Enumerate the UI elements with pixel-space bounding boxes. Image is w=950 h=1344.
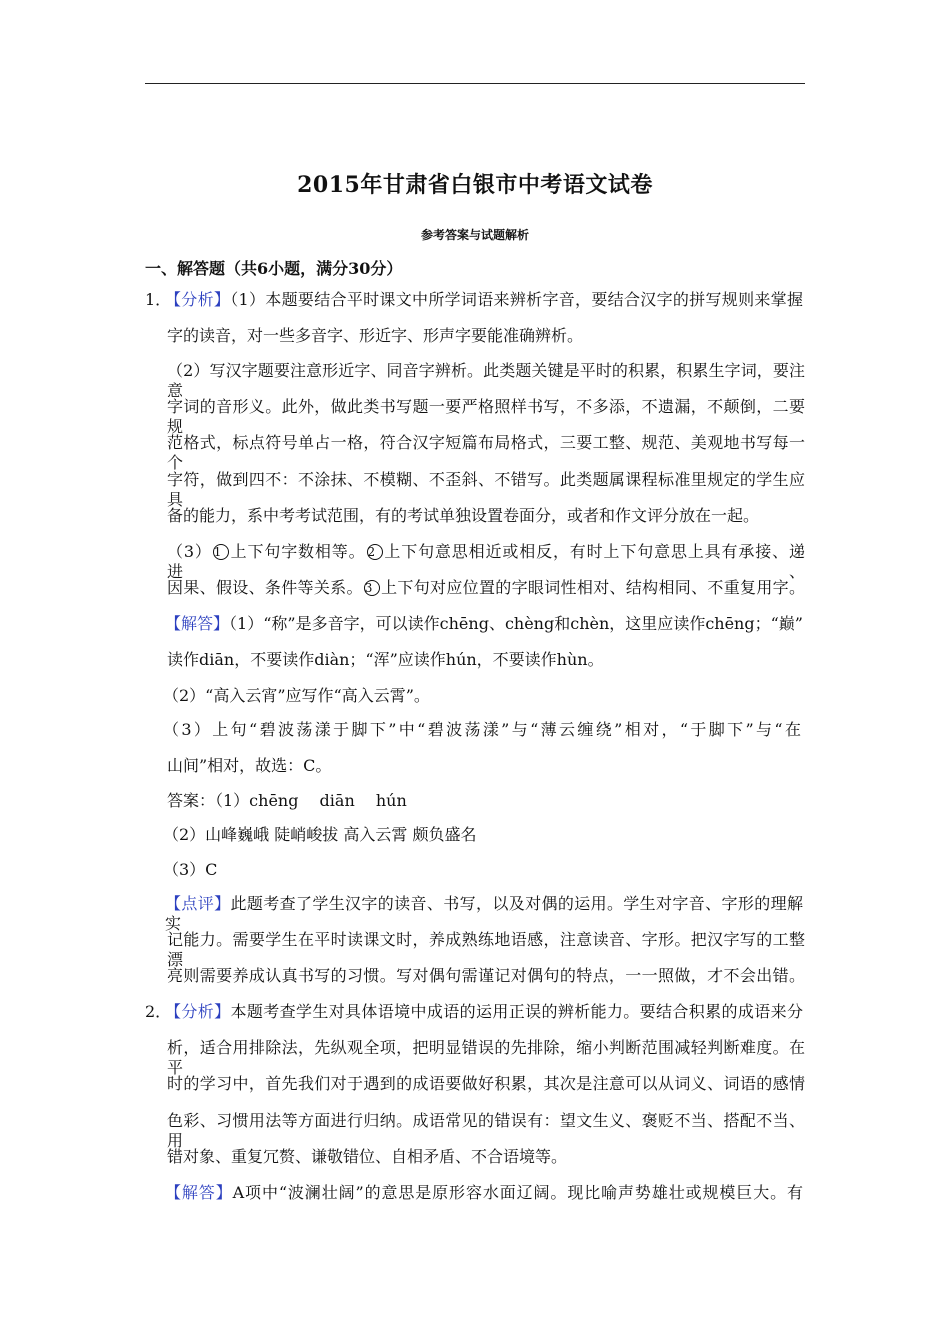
paragraph-line: 答案：（1）chēng diān hún [167, 791, 407, 810]
answer-tag: 【解答】 [165, 614, 230, 633]
analysis-tag: 【分析】 [165, 1002, 231, 1021]
paragraph-line [165, 1002, 803, 1022]
paragraph-line [165, 894, 803, 934]
paragraph-line: （3）上句“碧波荡漾于脚下”中“碧波荡漾”与“薄云缠绕”相对，“于脚下”与“在 [163, 720, 801, 739]
paragraph-line [167, 542, 805, 582]
text-run: A项中“波澜壮阔”的意思是原形容水面辽阔。现比喻声势雄壮或规模巨大。有 [232, 1183, 803, 1202]
paragraph-line: （2）写汉字题要注意形近字、同音字辨析。此类题关键是平时的积累，积累生字词，要注意 [167, 361, 805, 400]
page-title: 2015年甘肃省白银市中考语文试卷 [297, 172, 653, 198]
paragraph-line: （2）山峰巍峨 陡峭峻拔 高入云霄 颇负盛名 [163, 825, 477, 844]
text-run: 本题考查学生对具体语境中成语的运用正误的辨析能力。要结合积累的成语来分 [230, 1002, 803, 1021]
paragraph-line: 错对象、重复冗赘、谦敬错位、自相矛盾、不合语境等。 [167, 1147, 568, 1166]
paragraph-line: 山间”相对，故选：C。 [167, 756, 332, 775]
paragraph-line: 记能力。需要学生在平时读课文时，养成熟练地语感，注意读音、字形。把汉字写的工整漂 [167, 930, 805, 969]
paragraph-line: 字词的音形义。此外，做此类书写题一要严格照样书写，不多添，不遗漏，不颠倒，二要规 [167, 397, 805, 436]
question-number: 2． [145, 1002, 172, 1021]
paragraph-line: 亮则需要养成认真书写的习惯。写对偶句需谨记对偶句的特点，一一照做，才不会出错。 [167, 966, 805, 985]
paragraph-line: 读作diān，不要读作diàn；“浑”应读作hún，不要读作hùn。 [167, 650, 604, 669]
text-run: 上下句字数相等。 [229, 542, 366, 561]
paragraph-line: 字符，做到四不：不涂抹、不模糊、不歪斜、不错写。此类题属课程标准里规定的学生应具 [167, 470, 805, 509]
analysis-tag: 【分析】 [165, 290, 231, 309]
paragraph-line [165, 290, 803, 310]
paragraph-line: （3）C [163, 860, 218, 879]
text-run: （1）本题要结合平时课文中所学词语来辨析字音，要结合汉字的拼写规则来掌握 [230, 290, 803, 309]
text-run: 上下句意思相近或相反，有时上下句意思上具有承接、递进、 [167, 542, 805, 581]
paragraph-line [165, 614, 803, 634]
question-number: 1． [145, 290, 172, 309]
text-run: 上下句对应位置的字眼词性相对、结构相同、不重复用字。 [380, 578, 805, 597]
answer-tag: 【解答】 [165, 1183, 233, 1202]
comment-tag: 【点评】 [165, 894, 231, 913]
paragraph-line [165, 1183, 803, 1203]
paragraph-line: 色彩、习惯用法等方面进行归纳。成语常见的错误有：望文生义、褒贬不当、搭配不当、用 [167, 1111, 805, 1150]
circled-number: 1 [213, 544, 229, 560]
text-run: （3） [167, 542, 212, 561]
paragraph-line: 时的学习中，首先我们对于遇到的成语要做好积累，其次是注意可以从词义、词语的感情 [167, 1074, 805, 1093]
circled-number: 2 [367, 544, 383, 560]
section-heading: 一、解答题（共6小题，满分30分） [145, 259, 403, 278]
paragraph-line: （2）“高入云宵”应写作“高入云霄”。 [163, 686, 430, 705]
paragraph-line [167, 578, 805, 598]
paragraph-line: 字的读音，对一些多音字、形近字、形声字要能准确辨析。 [167, 326, 584, 345]
paragraph-line: 析，适合用排除法，先纵观全项，把明显错误的先排除，缩小判断范围减轻判断难度。在平 [167, 1038, 805, 1077]
circled-number: 3 [364, 580, 380, 596]
header-rule [145, 83, 805, 84]
paragraph-line: 备的能力，系中考考试范围，有的考试单独设置卷面分，或者和作文评分放在一起。 [167, 506, 760, 525]
page-subtitle: 参考答案与试题解析 [420, 228, 529, 242]
text-run: 因果、假设、条件等关系。 [167, 578, 363, 597]
text-run: 此题考查了学生汉字的读音、书写，以及对偶的运用。学生对字音、字形的理解实 [165, 894, 803, 933]
text-run: （1）“称”是多音字，可以读作chēng、chèng和chèn，这里应读作chēng；“巅” [229, 614, 803, 633]
paragraph-line: 范格式，标点符号单占一格，符合汉字短篇布局格式，三要工整、规范、美观地书写每一个 [167, 433, 805, 472]
